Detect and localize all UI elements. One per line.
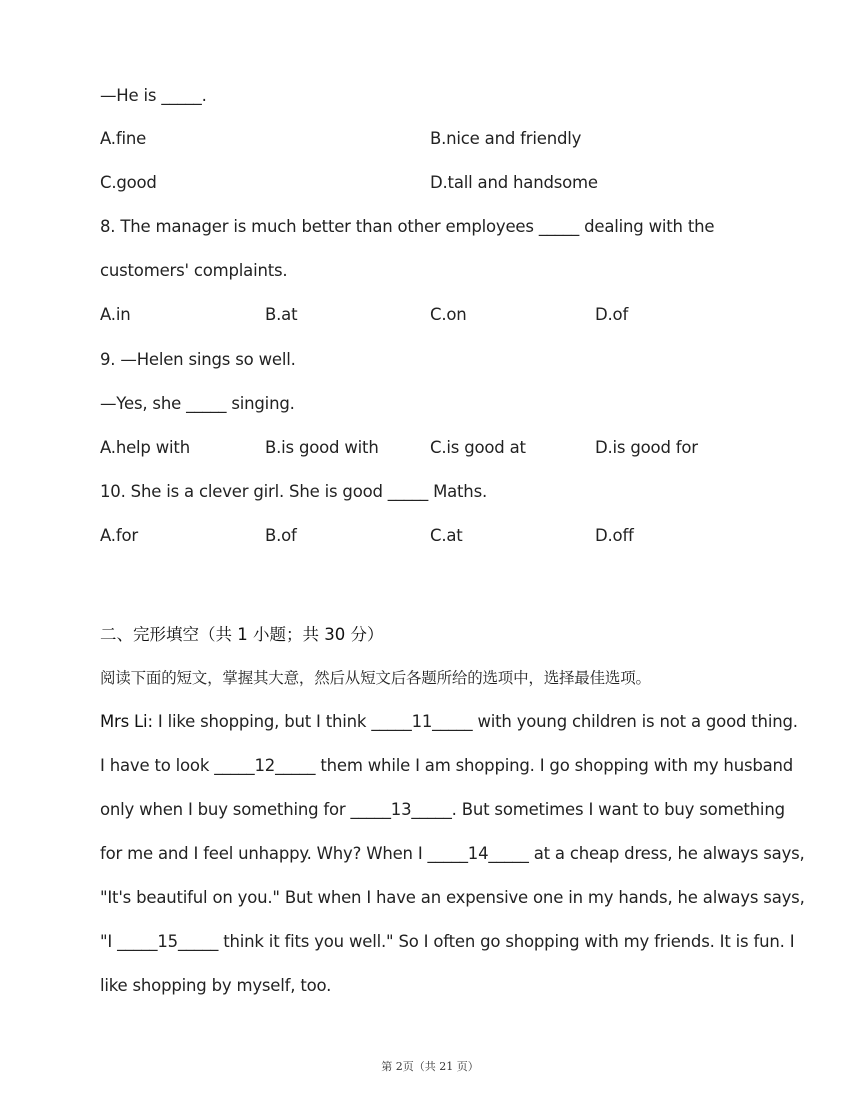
q9-option-d: D.is good for xyxy=(595,438,698,457)
passage-line-1 xyxy=(100,711,798,733)
q8-option-c: C.on xyxy=(430,305,467,324)
q9-option-b: B.is good with xyxy=(265,438,379,457)
q8-option-d: D.of xyxy=(595,305,629,324)
q9-stem-line1: 9. —Helen sings so well. xyxy=(100,350,296,369)
q9-option-a: A.help with xyxy=(100,438,190,457)
q10-option-c: C.at xyxy=(430,526,463,545)
q10-stem: 10. She is a clever girl. She is good _____ Maths. xyxy=(100,482,488,501)
q7-option-c: C.good xyxy=(100,173,157,192)
q8-option-b: B.at xyxy=(265,305,298,324)
q9-stem-line2: —Yes, she _____ singing. xyxy=(100,394,295,413)
q10-option-a: A.for xyxy=(100,526,138,545)
passage-line-5: "It's beautiful on you." But when I have an expensive one in my hands, he always says, xyxy=(100,888,805,907)
section-instruction: 阅读下面的短文，掌握其大意，然后从短文后各题所给的选项中，选择最佳选项。 xyxy=(100,669,651,687)
q8-option-a: A.in xyxy=(100,305,131,324)
q8-stem-line1: 8. The manager is much better than other employees _____ dealing with the xyxy=(100,217,715,236)
q9-option-c: C.is good at xyxy=(430,438,526,457)
speaker-label: Mrs Li: xyxy=(100,712,153,731)
q7-option-a: A.fine xyxy=(100,129,147,148)
passage-line-6: "I _____15_____ think it fits you well." So I often go shopping with my friends. It is fun. I xyxy=(100,932,795,951)
passage-line-7: like shopping by myself, too. xyxy=(100,976,332,995)
passage-line-2: I have to look _____12_____ them while I am shopping. I go shopping with my husband xyxy=(100,756,794,775)
q8-stem-line2: customers' complaints. xyxy=(100,261,288,280)
passage-line-3: only when I buy something for _____13_____. But sometimes I want to buy something xyxy=(100,800,785,819)
q10-option-b: B.of xyxy=(265,526,297,545)
q7-option-b: B.nice and friendly xyxy=(430,129,582,148)
q7-option-d: D.tall and handsome xyxy=(430,173,598,192)
page-number-footer: 第 2页（共 21 页） xyxy=(381,1060,479,1073)
q10-option-d: D.off xyxy=(595,526,634,545)
passage-line-4: for me and I feel unhappy. Why? When I _____14_____ at a cheap dress, he always says, xyxy=(100,844,805,863)
section-heading: 二、完形填空（共 1 小题；共 30 分） xyxy=(100,625,384,644)
q7-answer-line: —He is _____. xyxy=(100,86,207,105)
passage-line-1-text: I like shopping, but I think _____11_____ with young children is not a good thing. xyxy=(152,712,798,731)
